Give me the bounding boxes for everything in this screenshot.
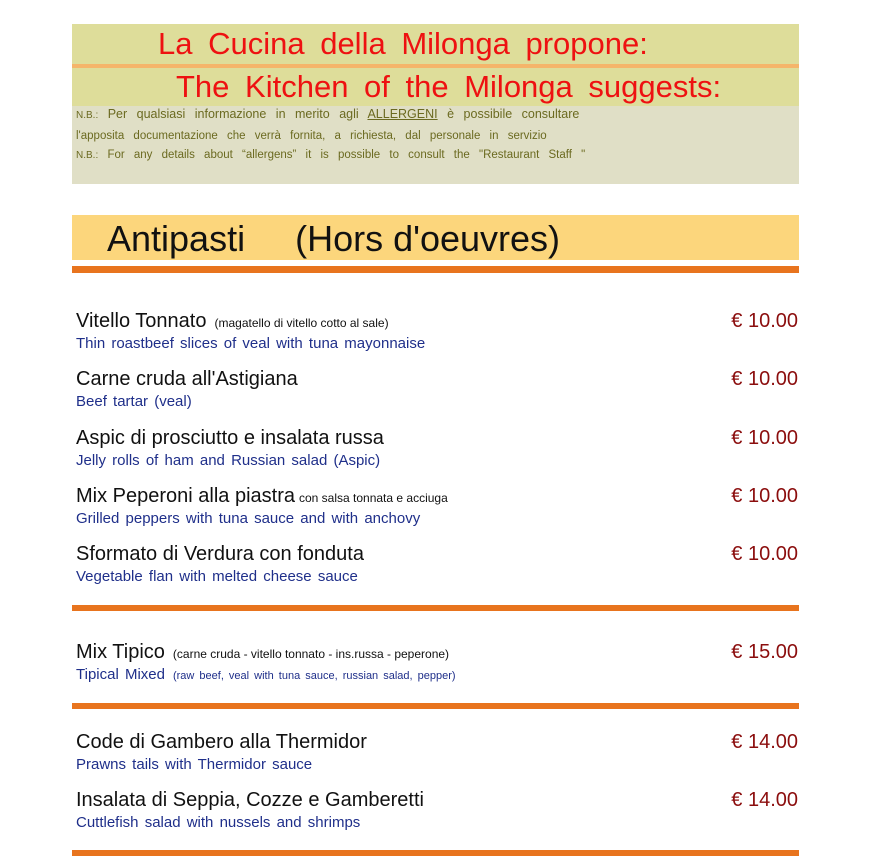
item-price: € 15.00 bbox=[731, 641, 798, 663]
item-price: € 10.00 bbox=[731, 543, 798, 565]
item-description-note: (raw beef, veal with tuna sauce, russian salad, pepper) bbox=[172, 670, 456, 682]
menu-item bbox=[76, 427, 798, 477]
group-divider bbox=[72, 703, 799, 709]
group-divider bbox=[72, 850, 799, 856]
menu-item bbox=[76, 789, 798, 839]
item-price: € 10.00 bbox=[731, 310, 798, 332]
item-description: Cuttlefish salad with nussels and shrimps bbox=[76, 814, 361, 831]
menu-item bbox=[76, 485, 798, 535]
item-description: Vegetable flan with melted cheese sauce bbox=[76, 568, 358, 585]
item-price: € 10.00 bbox=[731, 368, 798, 390]
group-divider bbox=[72, 605, 799, 611]
item-name: Mix Peperoni alla piastra bbox=[76, 485, 295, 507]
item-description: Thin roastbeef slices of veal with tuna mayonnaise bbox=[76, 335, 426, 352]
item-name: Sformato di Verdura con fonduta bbox=[76, 543, 364, 565]
item-price: € 14.00 bbox=[731, 789, 798, 811]
menu-item bbox=[76, 641, 798, 691]
allergeni-link[interactable]: ALLERGENI bbox=[367, 107, 438, 121]
item-name-note: con salsa tonnata e acciuga bbox=[299, 491, 448, 505]
item-description: Prawns tails with Thermidor sauce bbox=[76, 756, 313, 773]
item-price: € 10.00 bbox=[731, 485, 798, 507]
note-text: For any details about “allergens” it is possible to consult the "Restaurant Staff " bbox=[107, 149, 586, 161]
menu-header bbox=[72, 24, 799, 184]
item-description: Jelly rolls of ham and Russian salad (Aspic) bbox=[76, 452, 381, 469]
item-name: Carne cruda all'Astigiana bbox=[76, 368, 298, 390]
item-description: Beef tartar (veal) bbox=[76, 393, 192, 410]
section-divider bbox=[72, 266, 799, 273]
allergen-note-english bbox=[76, 149, 585, 161]
title-english: The Kitchen of the Milonga suggests: bbox=[72, 68, 799, 106]
item-description: Grilled peppers with tuna sauce and with anchovy bbox=[76, 510, 421, 527]
item-name: Code di Gambero alla Thermidor bbox=[76, 731, 367, 753]
item-name: Insalata di Seppia, Cozze e Gamberetti bbox=[76, 789, 424, 811]
item-name: Mix Tipico bbox=[76, 641, 165, 663]
title-italian: La Cucina della Milonga propone: bbox=[72, 24, 799, 64]
note-text: è possibile consultare bbox=[447, 107, 580, 121]
section-title-text: Antipasti (Hors d'oeuvres) bbox=[107, 218, 561, 259]
section-title bbox=[72, 215, 799, 260]
item-price: € 10.00 bbox=[731, 427, 798, 449]
allergen-note-italian-line2: l'apposita documentazione che verrà fornita, a richiesta, dal personale in servizio bbox=[76, 130, 547, 142]
item-price: € 14.00 bbox=[731, 731, 798, 753]
note-text: Per qualsiasi informazione in merito agli bbox=[107, 107, 359, 121]
item-name: Vitello Tonnato bbox=[76, 310, 207, 332]
note-prefix: N.B.: bbox=[76, 110, 99, 121]
menu-item bbox=[76, 310, 798, 360]
menu-item bbox=[76, 543, 798, 593]
menu-item bbox=[76, 731, 798, 781]
menu-item bbox=[76, 368, 798, 418]
note-prefix: N.B.: bbox=[76, 150, 99, 161]
allergen-note-italian bbox=[76, 107, 579, 121]
item-description: Tipical Mixed bbox=[76, 666, 165, 683]
item-name: Aspic di prosciutto e insalata russa bbox=[76, 427, 384, 449]
item-name-note: (magatello di vitello cotto al sale) bbox=[214, 316, 389, 330]
item-name-note: (carne cruda - vitello tonnato - ins.russa - peperone) bbox=[172, 647, 450, 661]
